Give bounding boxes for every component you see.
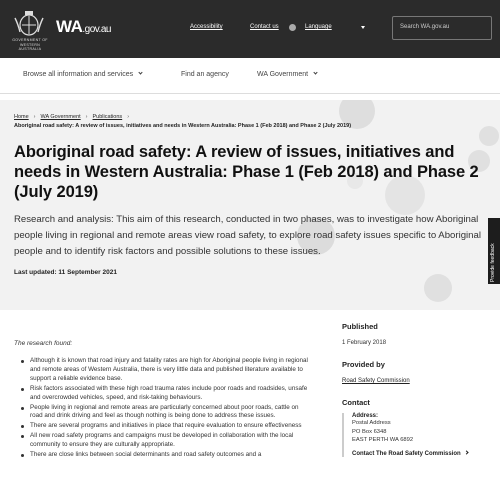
breadcrumb-publications[interactable]: Publications — [92, 114, 123, 120]
provided-by-heading: Provided by — [342, 360, 385, 369]
address-block — [352, 413, 492, 445]
accessibility-link[interactable]: Accessibility — [190, 24, 223, 30]
published-heading: Published — [342, 322, 378, 331]
page-summary: Research and analysis: This aim of this research, conducted in two phases, was to investigate how Aboriginal people living in regional and remote areas view road safety, to explore road safety issues specific to Aboriginal people and to identify risk factors and possible solutions to these issues. — [14, 214, 481, 257]
chevron-right-icon: › — [85, 114, 88, 120]
site-logo[interactable] — [56, 17, 111, 37]
contact-commission-link[interactable] — [352, 451, 492, 457]
list-item: Although it is known that road injury and fatality rates are high for Aboriginal people living in regional and remote areas of Western Australia, there is very little data and published literature available to support a reliable evidence base. — [14, 357, 309, 384]
site-header — [0, 0, 500, 58]
list-item: People living in regional and remote areas are particularly concerned about poor roads, cattle on road and drink driving and feel as though nothing is being done to address these issues. — [14, 404, 309, 422]
chevron-down-icon[interactable] — [361, 26, 365, 29]
address-line: Postal Address — [352, 420, 391, 426]
nav-wa-government-label: WA Government — [257, 71, 309, 78]
search-input[interactable] — [392, 16, 492, 40]
address-heading: Address: — [352, 413, 379, 419]
address-line: PO Box 6348 — [352, 428, 387, 435]
breadcrumb-wa-government[interactable]: WA Government — [40, 114, 81, 120]
nav-find-agency[interactable]: Find an agency — [181, 71, 229, 78]
nav-wa-government[interactable] — [257, 71, 317, 78]
logo-main: WA — [56, 17, 83, 36]
list-item: There are several programs and initiatives in place that require evaluation to ensure effectiveness — [14, 422, 309, 431]
breadcrumb-current: Aboriginal road safety: A review of issues, initiatives and needs in Western Australia: Phase 1 (Feb 2018) and Phase 2 (July 2019) — [14, 123, 352, 129]
published-date: 1 February 2018 — [342, 340, 387, 346]
last-updated: Last updated: 11 September 2021 — [14, 269, 117, 276]
breadcrumb — [14, 114, 134, 120]
wa-crest-icon — [12, 10, 46, 38]
globe-icon — [289, 24, 296, 31]
chevron-right-icon: › — [127, 114, 130, 120]
contact-us-link[interactable]: Contact us — [250, 24, 279, 30]
contact-heading: Contact — [342, 398, 370, 407]
list-item: Risk factors associated with these high road trauma rates include poor roads and roadsides, unsafe and overcrowded vehicles, speed, and risk-taking behaviours. — [14, 385, 309, 403]
contact-commission-label: Contact The Road Safety Commission — [352, 450, 461, 457]
main-content — [14, 340, 309, 461]
findings-list — [14, 357, 309, 460]
list-item: There are close links between social determinants and road safety outcomes and a — [14, 451, 309, 460]
page-title: Aboriginal road safety: A review of issues, initiatives and needs in Western Australia: Phase 1 (Feb 2018) and Phase 2 (July 2019) — [14, 143, 479, 201]
language-link[interactable]: Language — [305, 24, 332, 30]
research-intro: The research found: — [14, 340, 73, 347]
page-hero — [0, 100, 500, 310]
decorative-circle — [424, 274, 452, 302]
chevron-right-icon — [464, 450, 468, 454]
contact-box — [342, 413, 492, 457]
provider-link[interactable]: Road Safety Commission — [342, 378, 410, 384]
crest-caption: GOVERNMENT OF WESTERN AUSTRALIA — [12, 38, 48, 51]
publication-sidebar — [342, 322, 492, 457]
feedback-label: Provide feedback — [490, 243, 496, 282]
nav-browse[interactable] — [23, 71, 142, 78]
chevron-down-icon — [138, 70, 142, 74]
list-item: All new road safety programs and campaigns must be developed in collaboration with the local community to ensure they are culturally appropriate. — [14, 432, 309, 450]
nav-browse-label: Browse all information and services — [23, 71, 134, 78]
main-nav — [0, 58, 500, 94]
chevron-right-icon: › — [33, 114, 36, 120]
logo-suffix: .gov.au — [82, 24, 111, 35]
address-line: EAST PERTH WA 6892 — [352, 437, 414, 443]
chevron-down-icon — [313, 70, 317, 74]
breadcrumb-home[interactable]: Home — [14, 114, 29, 120]
search-placeholder: Search WA.gov.au — [400, 24, 450, 30]
